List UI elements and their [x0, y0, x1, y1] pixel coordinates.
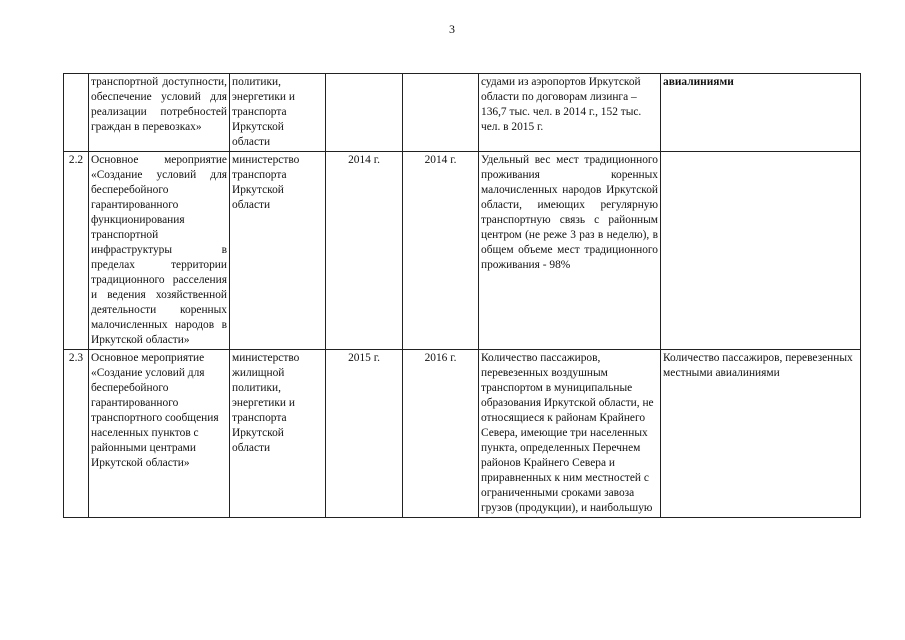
row-number: 2.2 [64, 152, 89, 350]
indicator [661, 152, 861, 350]
executor: министерство жилищной политики, энергетики и транспорта Иркутской области [230, 350, 326, 518]
expected-result: судами из аэропортов Иркутской области по договорам лизинга – 136,7 тыс. чел. в 2014 г., 152 тыс. чел. в 2015 г. [479, 74, 661, 152]
program-table [63, 73, 861, 518]
end-date [403, 74, 479, 152]
row-number: 2.3 [64, 350, 89, 518]
executor: министерство транспорта Иркутской области [230, 152, 326, 350]
page-number: 3 [449, 22, 455, 36]
indicator: авиалиниями [661, 74, 861, 152]
table-row [64, 350, 861, 518]
table-row [64, 74, 861, 152]
activity-name: транспортной доступности, обеспечение условий для реализации потребностей граждан в перевозках» [89, 74, 230, 152]
expected-result: Удельный вес мест традиционного проживания коренных малочисленных народов Иркутской области, имеющих регулярную транспортную связь с районным центром (не реже 3 раз в неделю), в общем объеме мест традиционного проживания - 98% [479, 152, 661, 350]
end-date: 2014 г. [403, 152, 479, 350]
row-number [64, 74, 89, 152]
indicator: Количество пассажиров, перевезенных местными авиалиниями [661, 350, 861, 518]
activity-name: Основное мероприятие «Создание условий для бесперебойного гарантированного транспортного сообщения населенных пунктов с районными центрами Иркутской области» [89, 350, 230, 518]
start-date: 2014 г. [326, 152, 403, 350]
start-date [326, 74, 403, 152]
executor: политики, энергетики и транспорта Иркутской области [230, 74, 326, 152]
table-row [64, 152, 861, 350]
expected-result: Количество пассажиров, перевезенных воздушным транспортом в муниципальные образования Иркутской области, не относящиеся к районам Крайнего Севера, имеющие три населенных пункта, определенных Перечнем районов Крайнего Севера и приравненных к ним местностей с ограниченными сроками завоза грузов (продукции), и наибольшую [479, 350, 661, 518]
activity-name: Основное мероприятие «Создание условий для бесперебойного гарантированного функционирования транспортной инфраструктуры в пределах территории традиционного расселения и ведения хозяйственной деятельности коренных малочисленных народов в Иркутской области» [89, 152, 230, 350]
end-date: 2016 г. [403, 350, 479, 518]
start-date: 2015 г. [326, 350, 403, 518]
